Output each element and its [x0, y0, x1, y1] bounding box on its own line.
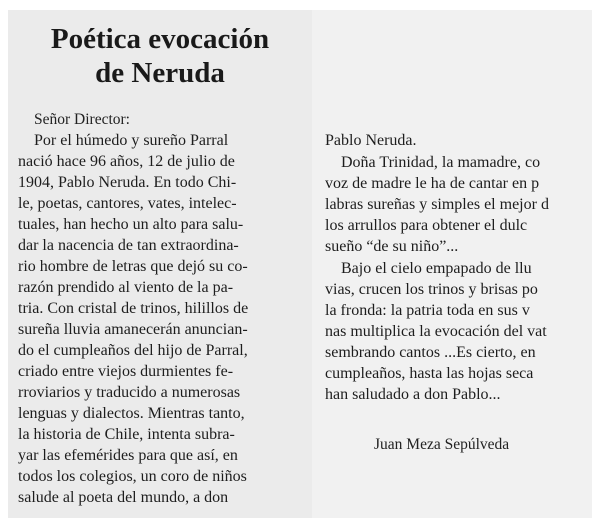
body-line: nació hace 96 años, 12 de julio de	[18, 153, 235, 170]
body-line: todos los colegios, un coro de niños	[18, 468, 247, 485]
body-line: do el cumpleaños del hijo de Parral,	[18, 342, 248, 359]
body-line: salude al poeta del mundo, a don	[18, 489, 229, 506]
body-line: Doña Trinidad, la mamadre, co	[341, 154, 541, 171]
body-line: sueño “de su niño”...	[325, 238, 459, 255]
body-line: sembrando cantos ...Es cierto, en	[325, 344, 536, 361]
body-line: yar las efemérides para que así, en	[18, 447, 238, 464]
body-line: dar la nacencia de tan extraordina-	[18, 237, 239, 254]
body-line: han saludado a don Pablo...	[325, 386, 501, 403]
body-line: tuales, han hecho un alto para salu-	[18, 216, 244, 233]
salutation: Señor Director:	[34, 111, 130, 128]
body-line: tria. Con cristal de trinos, hilillos de	[18, 300, 249, 317]
body-line: la historia de Chile, intenta subra-	[18, 426, 235, 443]
body-line: 1904, Pablo Neruda. En todo Chi-	[18, 174, 237, 191]
body-line: rroviarios y traducido a numerosas	[18, 384, 241, 401]
body-line: los arrullos para obtener el dulc	[325, 217, 528, 234]
body-line: rio hombre de letras que dejó su co-	[18, 258, 248, 275]
body-line: le, poetas, cantores, vates, intelec-	[18, 195, 237, 212]
body-line: criado entre viejos durmientes fe-	[18, 363, 234, 380]
headline-line-1: Poética evocación	[50, 23, 270, 55]
body-line: voz de madre le ha de cantar en p	[325, 175, 540, 192]
body-line: la fronda: la patria toda en sus v	[325, 302, 530, 319]
left-column	[8, 10, 312, 518]
body-line: labras sureñas y simples el mejor d	[325, 196, 549, 213]
headline	[8, 22, 312, 90]
body-line: cumpleaños, hasta las hojas seca	[325, 365, 534, 382]
newspaper-clipping	[8, 10, 592, 518]
body-line: Pablo Neruda.	[325, 132, 417, 149]
body-line: Por el húmedo y sureño Parral	[34, 132, 229, 149]
body-line: sureña lluvia amanecerán anuncian-	[18, 321, 248, 338]
body-line: Bajo el cielo empapado de llu	[341, 260, 532, 277]
headline-line-2: de Neruda	[95, 57, 225, 89]
body-line: vias, crucen los trinos y brisas po	[325, 281, 538, 298]
body-line: nas multiplica la evocación del vat	[325, 323, 547, 340]
body-line: razón prendido al viento de la pa-	[18, 279, 234, 296]
body-line: lenguas y dialectos. Mientras tanto,	[18, 405, 245, 422]
author-signature: Juan Meza Sepúlveda	[374, 436, 510, 453]
